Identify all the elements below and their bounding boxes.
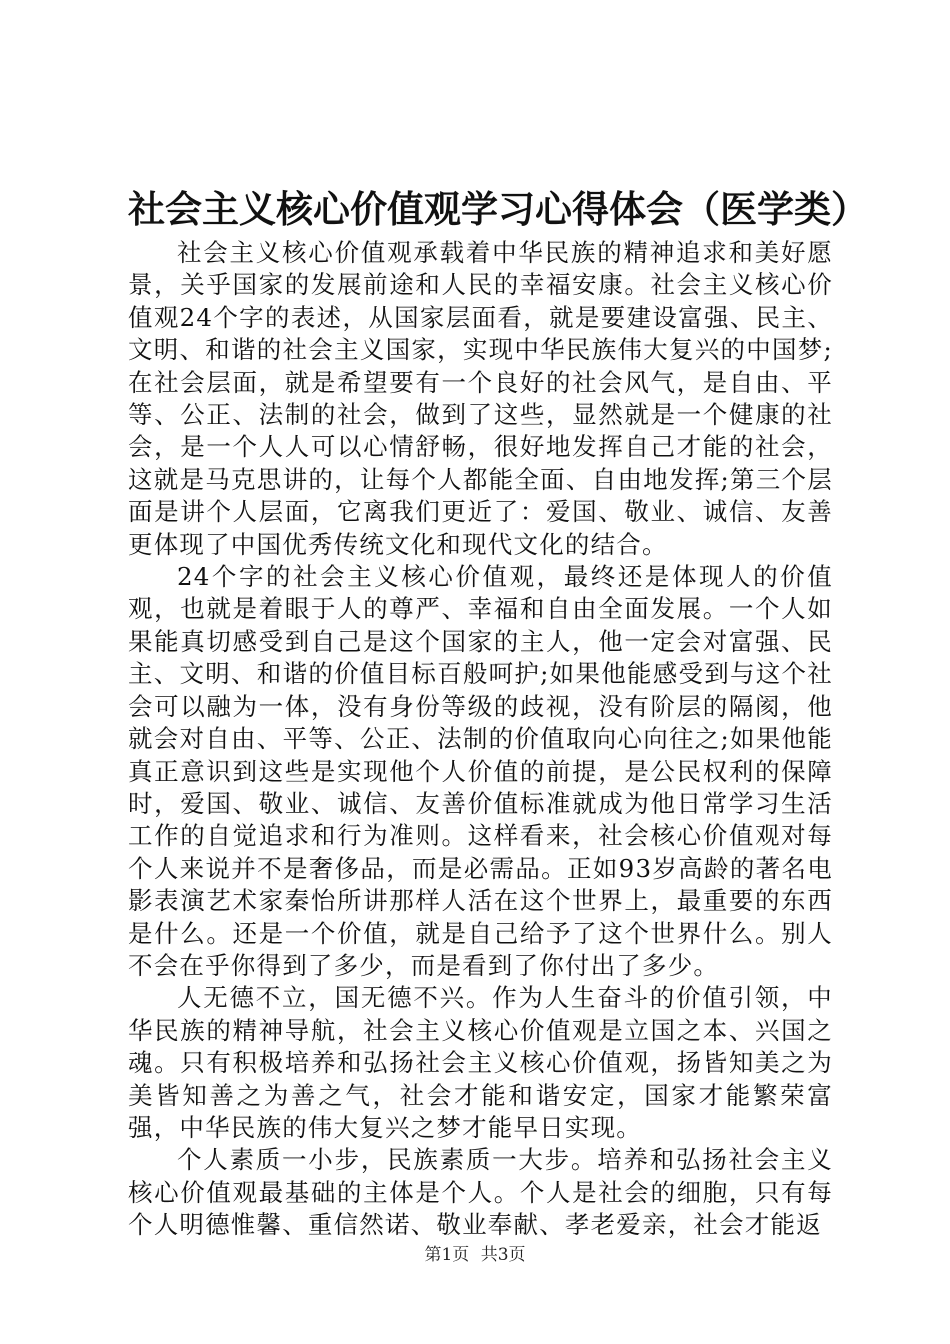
paragraph-3: 人无德不立，国无德不兴。作为人生奋斗的价值引领，中华民族的精神导航，社会主义核心价值观是立国之本、兴国之魂。只有积极培养和弘扬社会主义核心价值观，扬皆知美之为美皆知善之为善之气，社会才能和谐安定，国家才能繁荣富强，中华民族的伟大复兴之梦才能早日实现。 [128, 983, 833, 1142]
paragraph-4: 个人素质一小步，民族素质一大步。培养和弘扬社会主义核心价值观最基础的主体是个人。个人是社会的细胞，只有每个人明德惟馨、重信然诺、敬业奉献、孝老爱亲，社会才能返 [128, 1145, 833, 1240]
page-number: 第1页 [424, 1245, 470, 1265]
paragraph-1: 社会主义核心价值观承载着中华民族的精神追求和美好愿景，关乎国家的发展前途和人民的幸福安康。社会主义核心价值观24个字的表述，从国家层面看，就是要建设富强、民主、文明、和谐的社会主义国家，实现中华民族伟大复兴的中国梦;在社会层面，就是希望要有一个良好的社会风气，是自由、平等、公正、法制的社会，做到了这些，显然就是一个健康的社会，是一个人人可以心情舒畅，很好地发挥自己才能的社会，这就是马克思讲的，让每个人都能全面、自由地发挥;第三个层面是讲个人层面，它离我们更近了：爱国、敬业、诚信、友善更体现了中国优秀传统文化和现代文化的结合。 [128, 238, 833, 559]
page-total: 共3页 [480, 1245, 526, 1265]
document-title: 社会主义核心价值观学习心得体会（医学类） [128, 187, 868, 231]
page-footer [0, 1244, 950, 1266]
paragraph-2: 24个字的社会主义核心价值观，最终还是体现人的价值观，也就是着眼于人的尊严、幸福和自由全面发展。一个人如果能真切感受到自己是这个国家的主人，他一定会对富强、民主、文明、和谐的价值目标百般呵护;如果他能感受到与这个社会可以融为一体，没有身份等级的歧视，没有阶层的隔阂，他就会对自由、平等、公正、法制的价值取向心向往之;如果他能真正意识到这些是实现他个人价值的前提，是公民权利的保障时，爱国、敬业、诚信、友善价值标准就成为他日常学习生活工作的自觉追求和行为准则。这样看来，社会核心价值观对每个人来说并不是奢侈品，而是必需品。正如93岁高龄的著名电影表演艺术家秦怡所讲那样人活在这个世界上，最重要的东西是什么。还是一个价值，就是自己给予了这个世界什么。别人不会在乎你得到了多少，而是看到了你付出了多少。 [128, 562, 833, 980]
document-body [128, 237, 833, 1242]
